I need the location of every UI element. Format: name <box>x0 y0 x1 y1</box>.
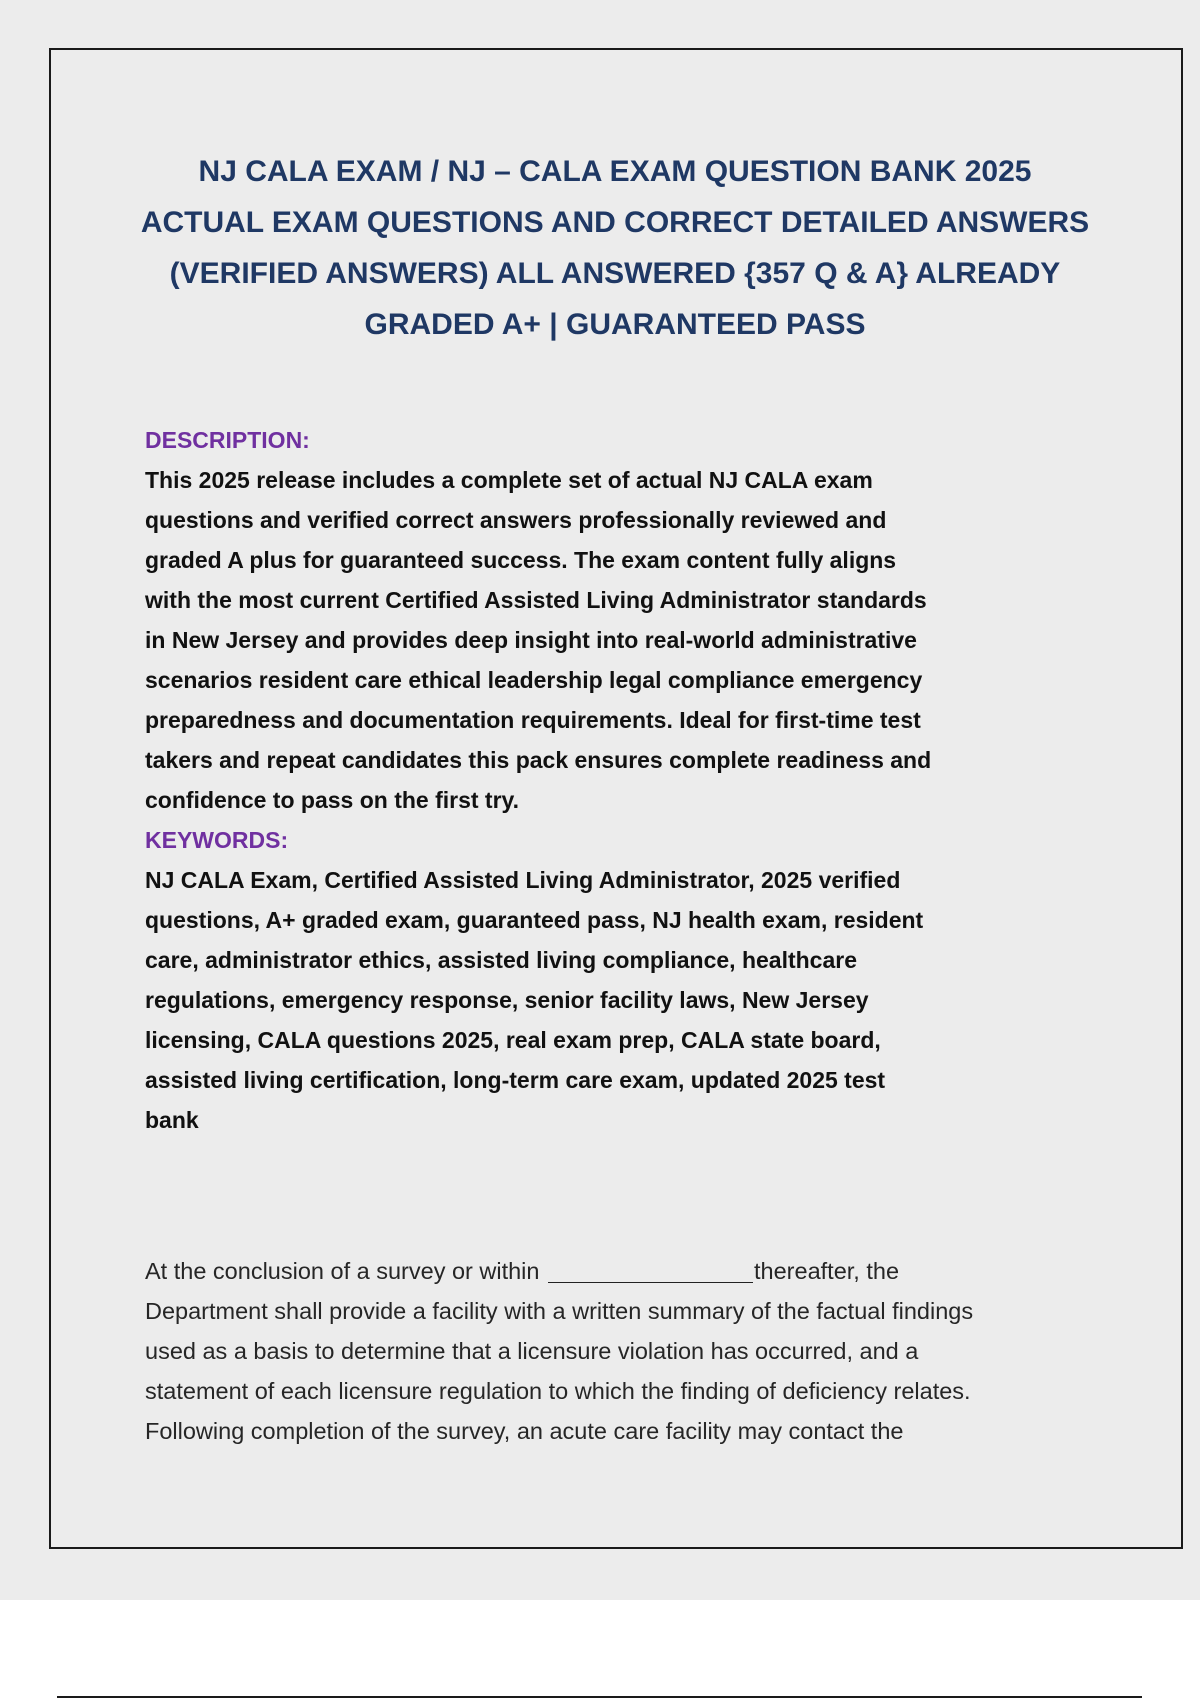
keywords-line: regulations, emergency response, senior facility laws, New Jersey <box>145 987 869 1013</box>
question-line: Department shall provide a facility with a written summary of the factual findings <box>145 1298 974 1324</box>
description-line: with the most current Certified Assisted Living Administrator standards <box>145 587 927 613</box>
question-text <box>145 1251 1095 1451</box>
question-first-line <box>145 1251 1095 1291</box>
question-text-before-blank: At the conclusion of a survey or within <box>145 1258 540 1284</box>
keywords-line: NJ CALA Exam, Certified Assisted Living Administrator, 2025 verified <box>145 867 901 893</box>
question-line: Following completion of the survey, an acute care facility may contact the <box>145 1418 904 1444</box>
keywords-line: licensing, CALA questions 2025, real exam prep, CALA state board, <box>145 1027 881 1053</box>
question-line: used as a basis to determine that a licensure violation has occurred, and a <box>145 1338 919 1364</box>
page-divider <box>57 1696 1142 1698</box>
keywords-text <box>145 860 1095 1140</box>
keywords-line: assisted living certification, long-term care exam, updated 2025 test <box>145 1067 886 1093</box>
description-line: scenarios resident care ethical leadership legal compliance emergency <box>145 667 923 693</box>
keywords-line: care, administrator ethics, assisted living compliance, healthcare <box>145 947 858 973</box>
question-text-after-blank: thereafter, the <box>754 1258 900 1284</box>
title-line: NJ CALA EXAM / NJ – CALA EXAM QUESTION BANK 2025 <box>198 155 1032 188</box>
document-title <box>120 146 1110 350</box>
description-line: graded A plus for guaranteed success. The exam content fully aligns <box>145 547 897 573</box>
keywords-label: KEYWORDS: <box>145 827 289 853</box>
description-line: This 2025 release includes a complete set of actual NJ CALA exam <box>145 467 873 493</box>
keywords-line: questions, A+ graded exam, guaranteed pass, NJ health exam, resident <box>145 907 924 933</box>
description-label: DESCRIPTION: <box>145 427 310 453</box>
description-section <box>145 420 1095 1140</box>
description-line: in New Jersey and provides deep insight into real-world administrative <box>145 627 917 653</box>
answer-blank <box>548 1254 753 1283</box>
question-line: statement of each licensure regulation to which the finding of deficiency relates. <box>145 1378 971 1404</box>
description-line: questions and verified correct answers professionally reviewed and <box>145 507 887 533</box>
title-line: (VERIFIED ANSWERS) ALL ANSWERED {357 Q & A} ALREADY <box>169 257 1061 290</box>
description-line: takers and repeat candidates this pack ensures complete readiness and <box>145 747 932 773</box>
title-line: GRADED A+ | GUARANTEED PASS <box>364 308 866 341</box>
description-line: preparedness and documentation requirements. Ideal for first-time test <box>145 707 921 733</box>
title-line: ACTUAL EXAM QUESTIONS AND CORRECT DETAILED ANSWERS <box>140 206 1090 239</box>
description-line: confidence to pass on the first try. <box>145 787 520 813</box>
keywords-line: bank <box>145 1107 199 1133</box>
description-text <box>145 460 1095 820</box>
